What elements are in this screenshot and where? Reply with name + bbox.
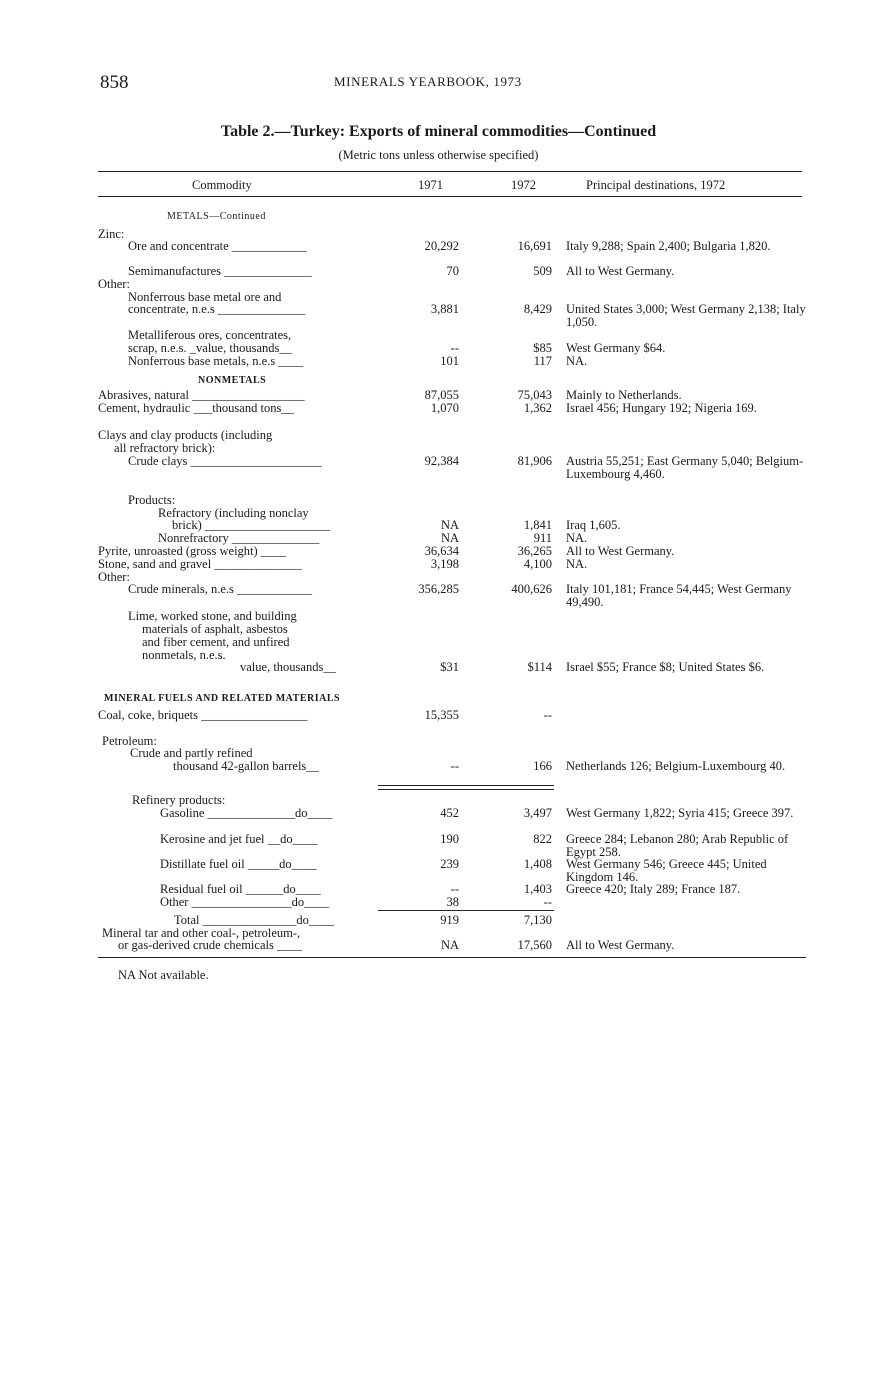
value-1972-cell: 1,403: [523, 882, 552, 896]
value-1971-cell: NA: [440, 531, 459, 545]
commodity-cell: materials of asphalt, asbestos: [142, 622, 288, 636]
commodity-cell: Refinery products:: [132, 793, 226, 807]
commodity-cell: Abrasives, natural __________________: [98, 388, 305, 402]
destination-cell: Italy 9,288; Spain 2,400; Bulgaria 1,820.: [566, 239, 771, 253]
value-1972-cell: 36,265: [517, 544, 552, 558]
value-1972-cell: 81,906: [517, 454, 552, 468]
commodity-cell: nonmetals, n.e.s.: [142, 648, 226, 662]
value-1972-cell: 16,691: [517, 239, 552, 253]
value-1971-cell: 3,198: [430, 557, 459, 571]
destination-cell: NA.: [566, 557, 588, 571]
value-1971-cell: 70: [446, 264, 459, 278]
destination-cell: West Germany $64.: [566, 341, 666, 355]
destination-cell: NA.: [566, 354, 588, 368]
value-1971-cell: NA: [440, 938, 459, 952]
header-destinations: Principal destinations, 1972: [586, 178, 726, 192]
commodity-cell: all refractory brick):: [114, 441, 216, 455]
value-1972-cell: 1,408: [523, 857, 552, 871]
value-1972-cell: 17,560: [517, 938, 552, 952]
commodity-cell: Kerosine and jet fuel __do____: [160, 832, 318, 846]
value-1971-cell: 239: [440, 857, 459, 871]
commodity-cell: Distillate fuel oil _____do____: [160, 857, 317, 871]
running-head: MINERALS YEARBOOK, 1973: [334, 74, 522, 89]
commodity-cell: Nonferrous base metal ore and: [128, 290, 282, 304]
destination-cell: Netherlands 126; Belgium-Luxembourg 40.: [566, 759, 786, 773]
commodity-cell: thousand 42-gallon barrels__: [173, 759, 319, 773]
value-1971-cell: 87,055: [424, 388, 459, 402]
commodity-cell: Mineral tar and other coal-, petroleum-,: [102, 926, 301, 940]
value-1972-cell: 117: [533, 354, 552, 368]
value-1972-cell: 911: [533, 531, 552, 545]
commodity-cell: Cement, hydraulic ___thousand tons__: [98, 401, 294, 415]
destination-cell: West Germany 1,822; Syria 415; Greece 397.: [566, 806, 794, 820]
commodity-cell: Lime, worked stone, and building: [128, 609, 297, 623]
commodity-cell: Residual fuel oil ______do____: [160, 882, 321, 896]
commodity-cell: Nonrefractory ______________: [158, 531, 320, 545]
value-1971-cell: 20,292: [424, 239, 459, 253]
destination-cell: Greece 420; Italy 289; France 187.: [566, 882, 741, 896]
commodity-cell: scrap, n.e.s. _value, thousands__: [128, 341, 292, 355]
commodity-cell: concentrate, n.e.s ______________: [128, 302, 306, 316]
value-1971-cell: --: [450, 882, 459, 896]
destination-cell: West Germany 546; Greece 445; United Kingdom 146.: [566, 857, 767, 884]
section-label: METALS—Continued: [167, 211, 266, 222]
value-1971-cell: 36,634: [424, 544, 459, 558]
value-1971-cell: $31: [440, 660, 459, 674]
commodity-cell: value, thousands__: [240, 660, 336, 674]
destination-cell: Israel 456; Hungary 192; Nigeria 169.: [566, 401, 757, 415]
value-1971-cell: 15,355: [424, 708, 459, 722]
value-1971-cell: 101: [440, 354, 459, 368]
destination-cell: Mainly to Netherlands.: [566, 388, 682, 402]
destination-cell: All to West Germany.: [566, 938, 675, 952]
table-title: Table 2.—Turkey: Exports of mineral commodities—Continued: [220, 123, 657, 140]
header-1972: 1972: [511, 178, 536, 192]
value-1971-cell: NA: [440, 518, 459, 532]
value-1972-cell: 8,429: [523, 302, 552, 316]
commodity-cell: Stone, sand and gravel ______________: [98, 557, 302, 571]
commodity-cell: Other:: [98, 277, 130, 291]
value-1972-cell: 4,100: [523, 557, 552, 571]
page-number: 858: [100, 72, 129, 93]
commodity-cell: Clays and clay products (including: [98, 428, 273, 442]
destination-cell: All to West Germany.: [566, 544, 675, 558]
value-1972-cell: 509: [533, 264, 552, 278]
header-1971: 1971: [418, 178, 443, 192]
value-1972-cell: $85: [533, 341, 552, 355]
section-label: NONMETALS: [198, 375, 267, 386]
destination-cell: Iraq 1,605.: [566, 518, 621, 532]
commodity-cell: Other ________________do____: [160, 895, 330, 909]
value-1971-cell: 1,070: [430, 401, 459, 415]
destination-cell: NA.: [566, 531, 588, 545]
value-1972-cell: 822: [533, 832, 552, 846]
commodity-cell: Nonferrous base metals, n.e.s ____: [128, 354, 304, 368]
commodity-cell: Products:: [128, 493, 176, 507]
value-1972-cell: --: [543, 708, 552, 722]
commodity-cell: Semimanufactures ______________: [128, 264, 312, 278]
commodity-cell: Total _______________do____: [174, 913, 334, 927]
commodity-cell: Crude and partly refined: [130, 746, 253, 760]
section-label: MINERAL FUELS AND RELATED MATERIALS: [104, 693, 341, 704]
value-1971-cell: --: [450, 759, 459, 773]
commodity-cell: Crude clays _____________________: [128, 454, 322, 468]
value-1972-cell: --: [543, 895, 552, 909]
value-1971-cell: 38: [446, 895, 459, 909]
footnote: NA Not available.: [118, 968, 209, 982]
destination-cell: United States 3,000; West Germany 2,138; Italy 1,050.: [566, 302, 806, 329]
commodity-cell: Pyrite, unroasted (gross weight) ____: [98, 544, 286, 558]
commodity-cell: Gasoline ______________do____: [160, 806, 333, 820]
value-1971-cell: 452: [440, 806, 459, 820]
commodity-cell: or gas-derived crude chemicals ____: [118, 938, 302, 952]
commodity-cell: brick) ____________________: [172, 518, 330, 532]
destination-cell: Austria 55,251; East Germany 5,040; Belgium-Luxembourg 4,460.: [566, 454, 804, 481]
header-commodity: Commodity: [192, 178, 252, 192]
table-subtitle: (Metric tons unless otherwise specified): [338, 148, 539, 162]
commodity-cell: Ore and concentrate ____________: [128, 239, 307, 253]
value-1972-cell: 3,497: [523, 806, 552, 820]
total-rule: [378, 910, 554, 911]
value-1972-cell: 166: [533, 759, 552, 773]
value-1971-cell: --: [450, 341, 459, 355]
value-1972-cell: 1,841: [523, 518, 552, 532]
destination-cell: Greece 284; Lebanon 280; Arab Republic of Egypt 258.: [566, 832, 789, 859]
value-1971-cell: 919: [440, 913, 459, 927]
destination-cell: Israel $55; France $8; United States $6.: [566, 660, 765, 674]
value-1972-cell: 75,043: [517, 388, 552, 402]
value-1971-cell: 92,384: [424, 454, 459, 468]
commodity-cell: Coal, coke, briquets _________________: [98, 708, 308, 722]
value-1971-cell: 190: [440, 832, 459, 846]
value-1971-cell: 356,285: [418, 582, 459, 596]
commodity-cell: Zinc:: [98, 227, 125, 241]
commodity-cell: Refractory (including nonclay: [158, 506, 309, 520]
destination-cell: Italy 101,181; France 54,445; West Germany 49,490.: [566, 582, 792, 609]
value-1971-cell: 3,881: [430, 302, 459, 316]
value-1972-cell: $114: [527, 660, 552, 674]
header-bottom-rule: [98, 196, 802, 197]
divider-rule: [378, 785, 554, 786]
divider-rule: [378, 789, 554, 790]
commodity-cell: and fiber cement, and unfired: [142, 635, 290, 649]
commodity-cell: Other:: [98, 570, 130, 584]
commodity-cell: Metalliferous ores, concentrates,: [128, 328, 292, 342]
destination-cell: All to West Germany.: [566, 264, 675, 278]
table-bottom-rule: [98, 957, 806, 958]
value-1972-cell: 400,626: [511, 582, 552, 596]
value-1972-cell: 7,130: [523, 913, 552, 927]
commodity-cell: Crude minerals, n.e.s ____________: [128, 582, 313, 596]
table-top-rule: [98, 171, 802, 172]
value-1972-cell: 1,362: [523, 401, 552, 415]
commodity-cell: Petroleum:: [102, 734, 157, 748]
